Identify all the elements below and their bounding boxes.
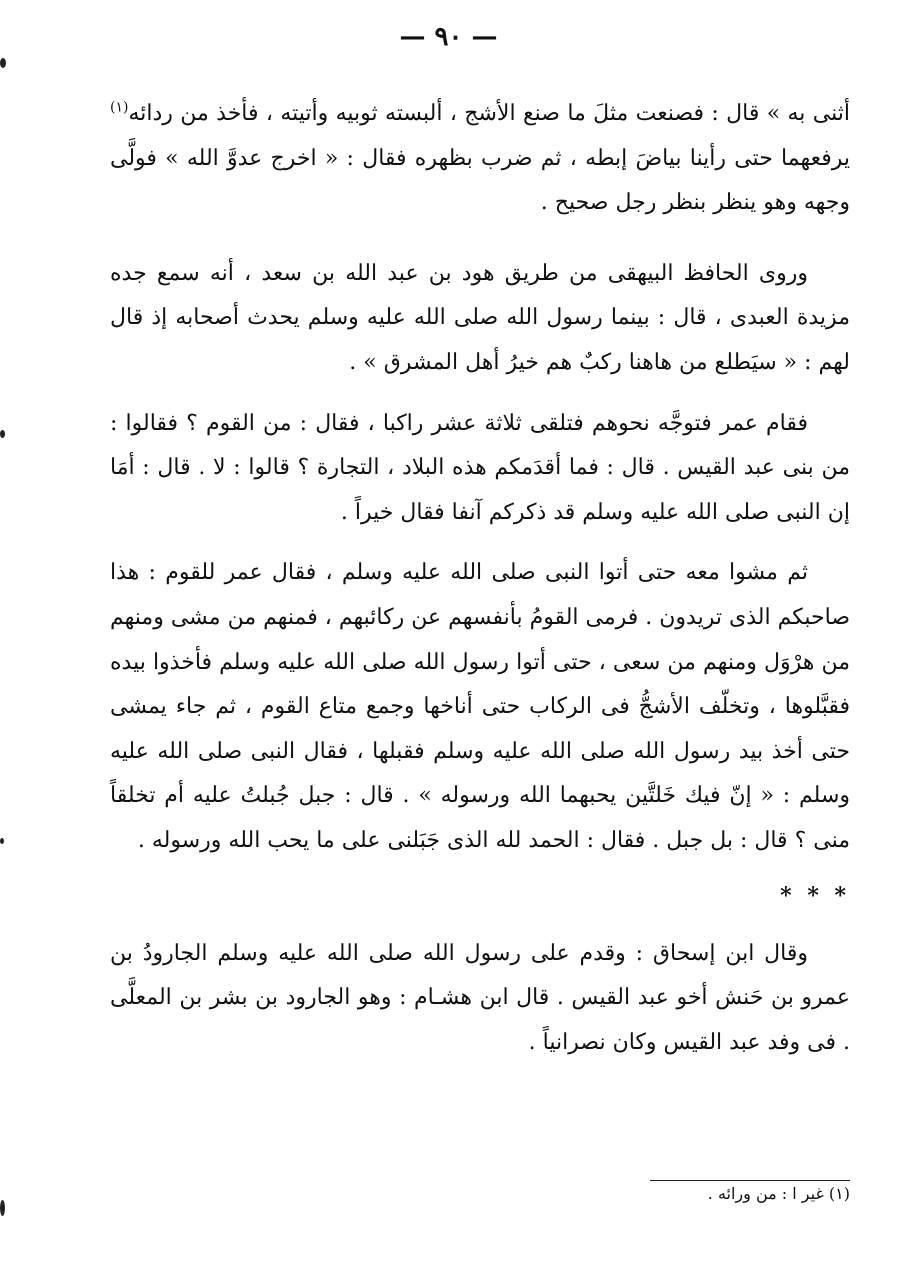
body-text (110, 92, 850, 1065)
paragraph-3 (110, 402, 850, 536)
text-line: فقام عمر فتوجَّه نحوهم فتلقى ثلاثة عشر راكبا ، فقال : من القوم ؟ فقالوا : من بنى (110, 410, 851, 481)
scan-mark (0, 1200, 5, 1216)
text-line: وروى الحافظ البيهقى من طريق هود بن عبد الله بن سعد ، أنه سمع جده مزيدة (110, 260, 850, 331)
text-line: عبد القيس وكان نصرانياً . (528, 1029, 761, 1055)
text-line: حَنش أخو عبد القيس . قال ابن هشـام : وهو الجارود بن بشر بن المعلَّى . فى وفد (110, 985, 850, 1055)
section-separator: * * * (780, 882, 850, 909)
page-number: — ٩٠ — (399, 22, 498, 52)
text-line: صلى الله عليه وسلم فقبلها ، فقال النبى صلى الله عليه وسلم : « إنّ فيك خَلتَّين يحبهما الله (110, 738, 851, 809)
text-line: الأشجُّ فى الركاب حتى أناخها وجمع متاع القوم ، ثم جاء يمشى حتى أخذ بيد رسول الله (110, 694, 851, 764)
text-line: أثنى به » قال : فصنعت مثلَ ما صنع الأشج ، ألبسته ثوبيه وأتيته ، فأخذ من ردائه (128, 101, 850, 126)
text-line: ورسوله » . قال : جبل جُبلتُ عليه أم تخلقاً منى ؟ قال : بل جبل . فقال : الحمد لله الذى (110, 783, 850, 853)
text-line: العبدى ، قال : بينما رسول الله صلى الله عليه وسلم يحدث أصحابه إذ قال لهم : « سيَطلع (110, 305, 850, 375)
scan-mark (0, 430, 5, 438)
scan-mark (0, 58, 6, 68)
text-line: من هاهنا ركبٌ هم خيرُ أهل المشرق » . (349, 349, 708, 375)
text-line: ومنهم من سعى ، حتى أتوا رسول الله صلى الله عليه وسلم فأخذوا بيده فقبَّلوها ، وتخلّف (110, 649, 850, 720)
paragraph-5 (110, 932, 850, 1066)
text-line: ثم مشوا معه حتى أتوا النبى صلى الله عليه وسلم ، فقال عمر للقوم : هذا صاحبكم (110, 560, 851, 630)
footnote-reference: (١) (110, 99, 129, 116)
text-line: وقال ابن إسحاق : وقدم على رسول الله صلى الله عليه وسلم الجارودُ بن عمرو بن (110, 940, 850, 1011)
scan-mark (0, 838, 4, 844)
paragraph-2 (110, 252, 850, 386)
text-line: يرفعهما حتى رأينا بياضَ إبطه ، ثم ضرب بظهره فقال : « اخرج عدوَّ الله » فولَّى وجهه (110, 145, 850, 216)
text-line: الله عليه وسلم قد ذكركم آنفا فقال خيراً . (340, 499, 718, 525)
footnote: (١) غير ا : من ورائه . (707, 1184, 850, 1203)
text-line: جَبَلنى على ما يحب الله ورسوله . (137, 827, 440, 853)
footnote-divider (650, 1180, 850, 1181)
text-line: وهو ينظر بنظر رجل صحيح . (540, 190, 797, 216)
paragraph-1 (110, 92, 850, 226)
paragraph-4 (110, 551, 850, 863)
text-line: عبد القيس . قال : فما أقدَمكم هذه البلاد ، التجارة ؟ قالوا : لا . قال : أمَا إن النبى صلى (110, 455, 850, 525)
text-line: الذى تريدون . فرمى القومُ بأنفسهم عن ركائبهم ، فمنهم من مشى ومنهم من هرْوَل (110, 604, 851, 675)
